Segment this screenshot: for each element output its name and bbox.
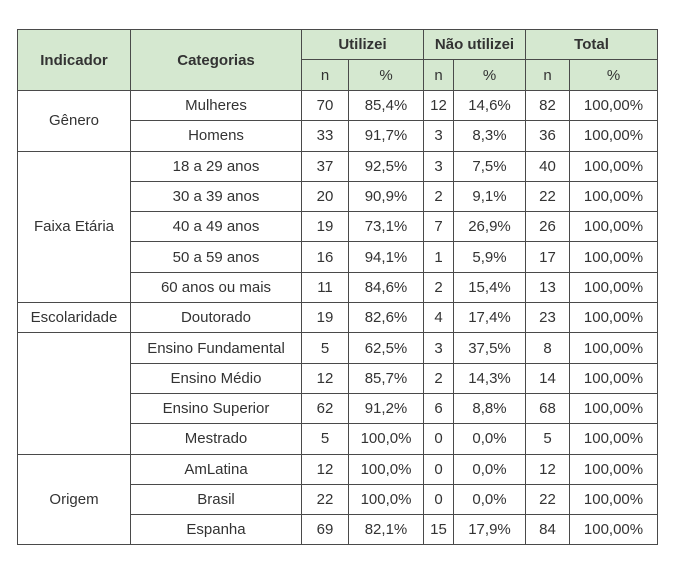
- total-pct-cell: 100,00%: [570, 363, 658, 393]
- total-n-cell: 84: [526, 515, 570, 545]
- header-total-pct: %: [570, 60, 658, 91]
- utilizei-n-cell: 19: [302, 212, 349, 242]
- table-row: [18, 333, 658, 363]
- nao-utilizei-n-cell: 12: [424, 91, 454, 121]
- utilizei-pct-cell: 85,7%: [349, 363, 424, 393]
- utilizei-pct-cell: 92,5%: [349, 151, 424, 181]
- utilizei-pct-cell: 82,1%: [349, 515, 424, 545]
- utilizei-pct-cell: 62,5%: [349, 333, 424, 363]
- total-pct-cell: 100,00%: [570, 212, 658, 242]
- nao-utilizei-n-cell: 2: [424, 181, 454, 211]
- utilizei-n-cell: 12: [302, 454, 349, 484]
- table-row: [18, 303, 658, 333]
- utilizei-n-cell: 5: [302, 333, 349, 363]
- total-pct-cell: 100,00%: [570, 121, 658, 151]
- nao-utilizei-n-cell: 6: [424, 393, 454, 423]
- total-pct-cell: 100,00%: [570, 424, 658, 454]
- table-row: [18, 454, 658, 484]
- nao-utilizei-pct-cell: 14,6%: [454, 91, 526, 121]
- total-pct-cell: 100,00%: [570, 242, 658, 272]
- total-n-cell: 5: [526, 424, 570, 454]
- header-total: Total: [526, 30, 658, 60]
- indicator-cell: [18, 333, 131, 454]
- indicator-cell: Faixa Etária: [18, 151, 131, 302]
- category-cell: 60 anos ou mais: [131, 272, 302, 302]
- nao-utilizei-n-cell: 3: [424, 151, 454, 181]
- utilizei-n-cell: 19: [302, 303, 349, 333]
- total-n-cell: 14: [526, 363, 570, 393]
- utilizei-n-cell: 11: [302, 272, 349, 302]
- nao-utilizei-pct-cell: 0,0%: [454, 484, 526, 514]
- nao-utilizei-pct-cell: 9,1%: [454, 181, 526, 211]
- total-n-cell: 82: [526, 91, 570, 121]
- category-cell: Ensino Médio: [131, 363, 302, 393]
- header-total-n: n: [526, 60, 570, 91]
- utilizei-n-cell: 20: [302, 181, 349, 211]
- utilizei-pct-cell: 82,6%: [349, 303, 424, 333]
- category-cell: Mestrado: [131, 424, 302, 454]
- nao-utilizei-pct-cell: 17,9%: [454, 515, 526, 545]
- total-pct-cell: 100,00%: [570, 333, 658, 363]
- nao-utilizei-pct-cell: 14,3%: [454, 363, 526, 393]
- category-cell: Brasil: [131, 484, 302, 514]
- utilizei-pct-cell: 91,2%: [349, 393, 424, 423]
- total-n-cell: 12: [526, 454, 570, 484]
- nao-utilizei-pct-cell: 37,5%: [454, 333, 526, 363]
- table-header: [18, 30, 658, 91]
- total-pct-cell: 100,00%: [570, 272, 658, 302]
- header-categorias: Categorias: [131, 30, 302, 91]
- utilizei-pct-cell: 100,0%: [349, 424, 424, 454]
- category-cell: Ensino Fundamental: [131, 333, 302, 363]
- category-cell: Mulheres: [131, 91, 302, 121]
- nao-utilizei-n-cell: 15: [424, 515, 454, 545]
- header-utilizei-pct: %: [349, 60, 424, 91]
- total-pct-cell: 100,00%: [570, 303, 658, 333]
- indicator-cell: Origem: [18, 454, 131, 545]
- table-body: [18, 91, 658, 545]
- total-pct-cell: 100,00%: [570, 393, 658, 423]
- utilizei-pct-cell: 100,0%: [349, 484, 424, 514]
- nao-utilizei-n-cell: 0: [424, 424, 454, 454]
- total-n-cell: 22: [526, 181, 570, 211]
- total-n-cell: 17: [526, 242, 570, 272]
- results-table: [17, 29, 658, 545]
- header-utilizei-n: n: [302, 60, 349, 91]
- category-cell: 40 a 49 anos: [131, 212, 302, 242]
- nao-utilizei-pct-cell: 0,0%: [454, 424, 526, 454]
- category-cell: Ensino Superior: [131, 393, 302, 423]
- utilizei-pct-cell: 90,9%: [349, 181, 424, 211]
- total-n-cell: 40: [526, 151, 570, 181]
- utilizei-n-cell: 16: [302, 242, 349, 272]
- nao-utilizei-n-cell: 3: [424, 333, 454, 363]
- utilizei-n-cell: 5: [302, 424, 349, 454]
- header-utilizei: Utilizei: [302, 30, 424, 60]
- utilizei-pct-cell: 73,1%: [349, 212, 424, 242]
- indicator-cell: Escolaridade: [18, 303, 131, 333]
- nao-utilizei-pct-cell: 17,4%: [454, 303, 526, 333]
- utilizei-n-cell: 33: [302, 121, 349, 151]
- category-cell: 50 a 59 anos: [131, 242, 302, 272]
- total-n-cell: 23: [526, 303, 570, 333]
- utilizei-pct-cell: 85,4%: [349, 91, 424, 121]
- utilizei-pct-cell: 91,7%: [349, 121, 424, 151]
- category-cell: Doutorado: [131, 303, 302, 333]
- category-cell: AmLatina: [131, 454, 302, 484]
- nao-utilizei-n-cell: 3: [424, 121, 454, 151]
- utilizei-pct-cell: 100,0%: [349, 454, 424, 484]
- total-pct-cell: 100,00%: [570, 515, 658, 545]
- total-pct-cell: 100,00%: [570, 181, 658, 211]
- utilizei-pct-cell: 94,1%: [349, 242, 424, 272]
- category-cell: Homens: [131, 121, 302, 151]
- header-nao-utilizei: Não utilizei: [424, 30, 526, 60]
- utilizei-pct-cell: 84,6%: [349, 272, 424, 302]
- nao-utilizei-n-cell: 1: [424, 242, 454, 272]
- nao-utilizei-n-cell: 0: [424, 454, 454, 484]
- nao-utilizei-pct-cell: 8,8%: [454, 393, 526, 423]
- utilizei-n-cell: 22: [302, 484, 349, 514]
- table-row: [18, 91, 658, 121]
- total-pct-cell: 100,00%: [570, 91, 658, 121]
- header-nao-utilizei-pct: %: [454, 60, 526, 91]
- nao-utilizei-pct-cell: 5,9%: [454, 242, 526, 272]
- nao-utilizei-pct-cell: 7,5%: [454, 151, 526, 181]
- indicator-cell: Gênero: [18, 91, 131, 152]
- nao-utilizei-n-cell: 7: [424, 212, 454, 242]
- total-pct-cell: 100,00%: [570, 151, 658, 181]
- header-row-main: [18, 30, 658, 60]
- category-cell: Espanha: [131, 515, 302, 545]
- utilizei-n-cell: 12: [302, 363, 349, 393]
- nao-utilizei-pct-cell: 26,9%: [454, 212, 526, 242]
- utilizei-n-cell: 70: [302, 91, 349, 121]
- utilizei-n-cell: 37: [302, 151, 349, 181]
- nao-utilizei-pct-cell: 0,0%: [454, 454, 526, 484]
- nao-utilizei-n-cell: 2: [424, 272, 454, 302]
- total-pct-cell: 100,00%: [570, 484, 658, 514]
- total-n-cell: 13: [526, 272, 570, 302]
- total-n-cell: 8: [526, 333, 570, 363]
- utilizei-n-cell: 69: [302, 515, 349, 545]
- total-pct-cell: 100,00%: [570, 454, 658, 484]
- category-cell: 18 a 29 anos: [131, 151, 302, 181]
- header-indicador: Indicador: [18, 30, 131, 91]
- category-cell: 30 a 39 anos: [131, 181, 302, 211]
- nao-utilizei-pct-cell: 8,3%: [454, 121, 526, 151]
- nao-utilizei-n-cell: 4: [424, 303, 454, 333]
- total-n-cell: 36: [526, 121, 570, 151]
- nao-utilizei-n-cell: 0: [424, 484, 454, 514]
- nao-utilizei-pct-cell: 15,4%: [454, 272, 526, 302]
- total-n-cell: 26: [526, 212, 570, 242]
- total-n-cell: 68: [526, 393, 570, 423]
- header-nao-utilizei-n: n: [424, 60, 454, 91]
- nao-utilizei-n-cell: 2: [424, 363, 454, 393]
- total-n-cell: 22: [526, 484, 570, 514]
- utilizei-n-cell: 62: [302, 393, 349, 423]
- table-row: [18, 151, 658, 181]
